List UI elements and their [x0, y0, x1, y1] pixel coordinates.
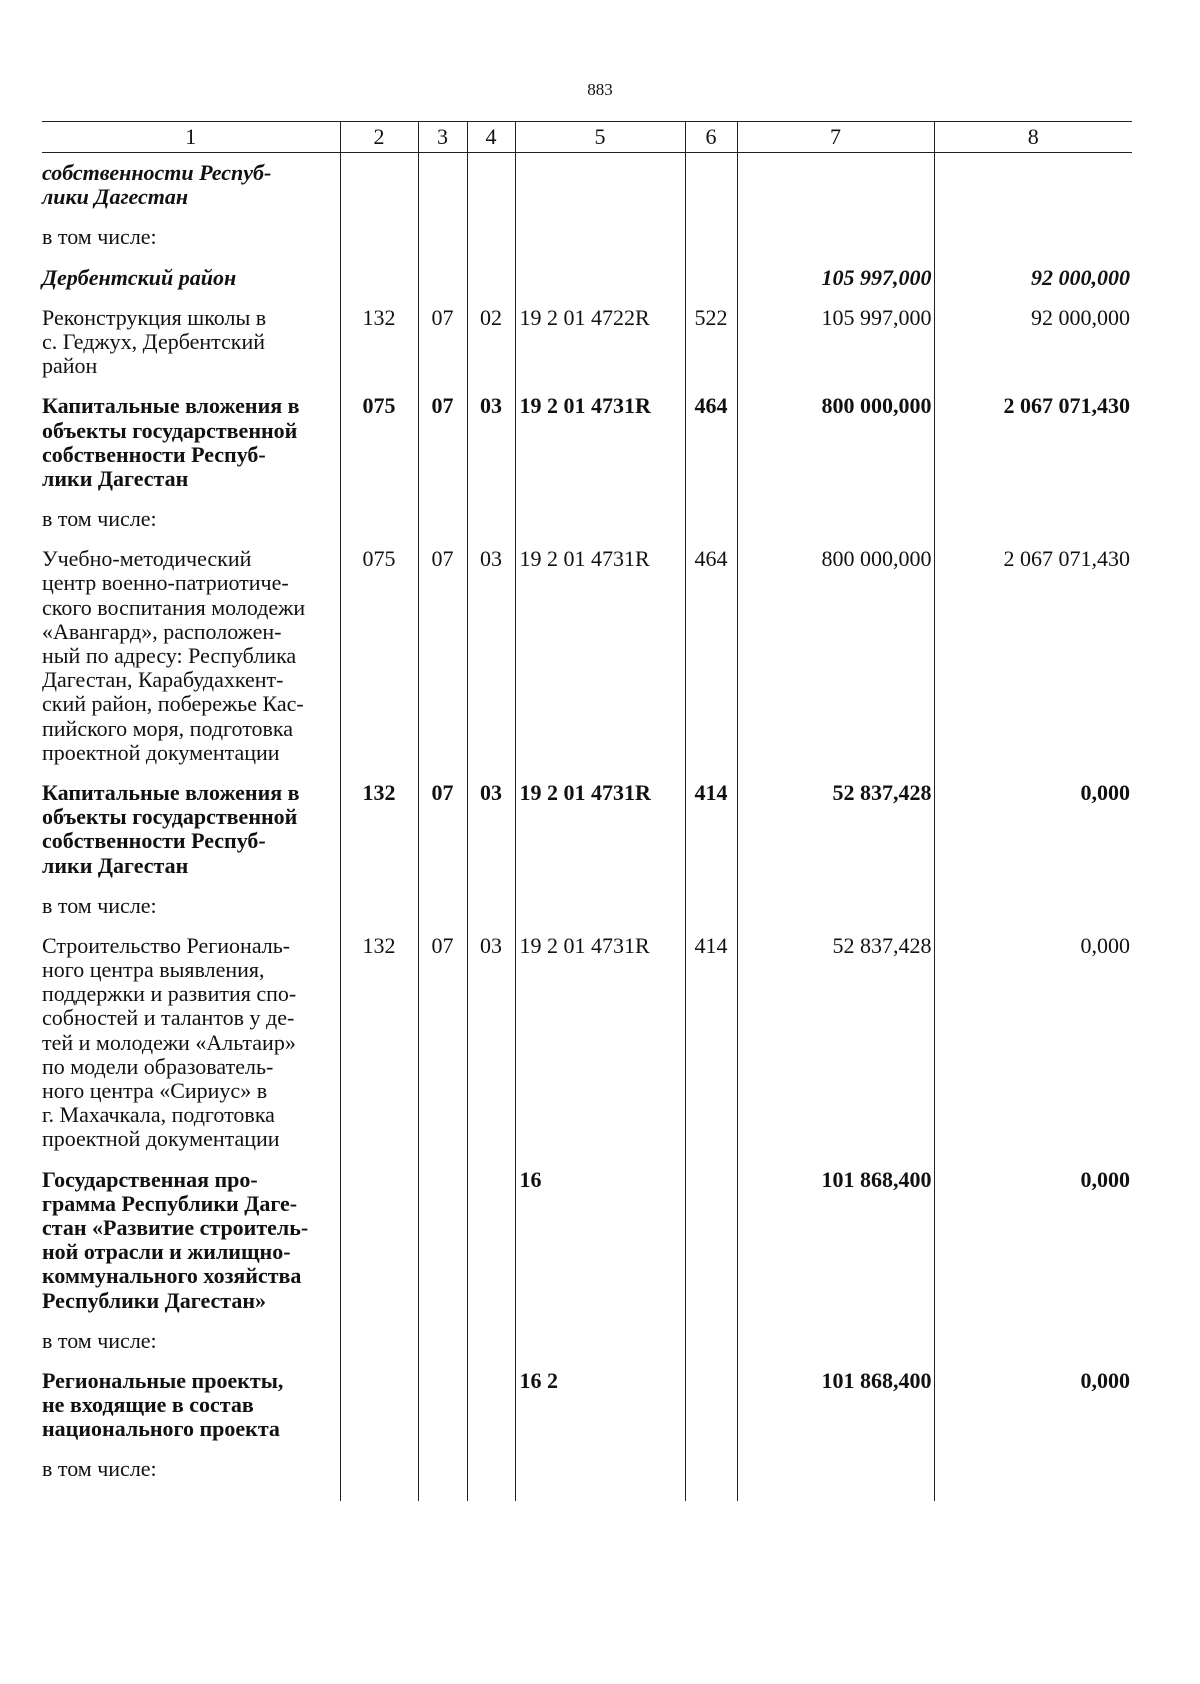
cell-expense-type: 464	[685, 386, 737, 499]
row-name: в том числе:	[42, 506, 157, 532]
cell-subsection: 03	[467, 386, 515, 499]
cell-section: 07	[418, 926, 467, 1160]
cell-target-code: 16	[515, 1160, 685, 1321]
cell-target-code	[515, 258, 685, 298]
cell-target-code: 19 2 01 4731R	[515, 539, 685, 773]
row-name: в том числе:	[42, 892, 157, 918]
cell-section: 07	[418, 773, 467, 886]
cell-section	[418, 1321, 467, 1361]
table-body	[42, 153, 1132, 1502]
table-row	[42, 258, 1132, 298]
cell-subsection	[467, 1321, 515, 1361]
cell-amount-year-2: 92 000,000	[934, 258, 1132, 298]
cell-expense-type	[685, 1321, 737, 1361]
cell-amount-year-2: 0,000	[934, 1361, 1132, 1450]
cell-ministry	[340, 1321, 418, 1361]
row-name: Региональные проекты, не входящие в состав национального проекта	[42, 1367, 284, 1442]
cell-amount-year-1	[737, 153, 934, 218]
cell-target-code	[515, 1321, 685, 1361]
table-row	[42, 773, 1132, 886]
cell-amount-year-1: 101 868,400	[737, 1160, 934, 1321]
cell-amount-year-2: 0,000	[934, 773, 1132, 886]
cell-ministry	[340, 1160, 418, 1321]
cell-section	[418, 1361, 467, 1450]
cell-amount-year-2	[934, 1449, 1132, 1501]
cell-amount-year-1: 52 837,428	[737, 773, 934, 886]
cell-expense-type: 414	[685, 926, 737, 1160]
cell-amount-year-2	[934, 217, 1132, 257]
cell-amount-year-2: 0,000	[934, 926, 1132, 1160]
table-row	[42, 886, 1132, 926]
cell-section	[418, 217, 467, 257]
cell-subsection: 03	[467, 773, 515, 886]
cell-target-code: 16 2	[515, 1361, 685, 1450]
row-name: Капитальные вложения в объекты государственной собственности Респуб- лики Дагестан	[42, 393, 300, 491]
cell-amount-year-1	[737, 217, 934, 257]
row-name: Строительство Региональ- ного центра выявления, поддержки и развития спо- собностей и талантов у де- тей и молодежи «Альтаир» по модели образователь- ного центра «Сириус» в г. Махачкала, подготовка проектной документации	[42, 932, 297, 1152]
cell-expense-type	[685, 886, 737, 926]
cell-target-code	[515, 153, 685, 218]
cell-target-code	[515, 1449, 685, 1501]
cell-amount-year-2	[934, 886, 1132, 926]
row-name: Реконструкция школы в с. Геджух, Дербентский район	[42, 304, 267, 379]
table-row	[42, 386, 1132, 499]
table-row	[42, 539, 1132, 773]
cell-amount-year-1	[737, 1449, 934, 1501]
cell-amount-year-1	[737, 886, 934, 926]
cell-expense-type	[685, 1160, 737, 1321]
row-name: в том числе:	[42, 224, 157, 250]
cell-section: 07	[418, 298, 467, 387]
cell-section	[418, 1449, 467, 1501]
column-header-1: 1	[42, 122, 340, 153]
row-name: Учебно-методический центр военно-патриотиче- ского воспитания молодежи «Авангард», расположен- ный по адресу: Республика Дагестан, Карабудахкент- ский район, побережье Кас- пийского моря, подготовка проектной документации	[42, 546, 306, 765]
cell-subsection	[467, 1449, 515, 1501]
cell-target-code: 19 2 01 4731R	[515, 386, 685, 499]
cell-target-code	[515, 499, 685, 539]
cell-amount-year-1: 800 000,000	[737, 386, 934, 499]
cell-amount-year-2: 2 067 071,430	[934, 539, 1132, 773]
cell-section	[418, 499, 467, 539]
cell-ministry: 075	[340, 386, 418, 499]
cell-ministry	[340, 217, 418, 257]
cell-ministry	[340, 153, 418, 218]
cell-amount-year-1	[737, 499, 934, 539]
column-header-5: 5	[515, 122, 685, 153]
cell-ministry	[340, 258, 418, 298]
budget-table	[42, 121, 1132, 1501]
row-name: Капитальные вложения в объекты государственной собственности Респуб- лики Дагестан	[42, 779, 300, 878]
cell-section	[418, 153, 467, 218]
cell-ministry: 132	[340, 298, 418, 387]
table-row	[42, 153, 1132, 218]
cell-amount-year-2: 0,000	[934, 1160, 1132, 1321]
column-header-7: 7	[737, 122, 934, 153]
cell-amount-year-2	[934, 1321, 1132, 1361]
cell-amount-year-1: 105 997,000	[737, 298, 934, 387]
cell-subsection	[467, 1160, 515, 1321]
cell-subsection	[467, 499, 515, 539]
cell-subsection	[467, 258, 515, 298]
table-row	[42, 1160, 1132, 1321]
cell-subsection	[467, 217, 515, 257]
cell-section	[418, 258, 467, 298]
cell-target-code: 19 2 01 4731R	[515, 773, 685, 886]
cell-expense-type	[685, 1361, 737, 1450]
column-header-2: 2	[340, 122, 418, 153]
cell-subsection	[467, 1361, 515, 1450]
row-name: в том числе:	[42, 1456, 157, 1482]
cell-subsection: 03	[467, 926, 515, 1160]
cell-amount-year-2: 2 067 071,430	[934, 386, 1132, 499]
cell-ministry: 075	[340, 539, 418, 773]
page-number: 883	[587, 80, 613, 99]
row-name: в том числе:	[42, 1327, 157, 1353]
row-name: собственности Респуб- лики Дагестан	[42, 160, 272, 210]
cell-expense-type	[685, 217, 737, 257]
column-header-8: 8	[934, 122, 1132, 153]
cell-amount-year-2	[934, 153, 1132, 218]
cell-ministry	[340, 499, 418, 539]
cell-amount-year-1: 800 000,000	[737, 539, 934, 773]
cell-ministry: 132	[340, 926, 418, 1160]
cell-expense-type: 464	[685, 539, 737, 773]
cell-amount-year-1	[737, 1321, 934, 1361]
cell-target-code	[515, 886, 685, 926]
cell-section: 07	[418, 386, 467, 499]
table-row	[42, 298, 1132, 387]
cell-ministry	[340, 1449, 418, 1501]
table-row	[42, 1361, 1132, 1450]
table-row	[42, 1449, 1132, 1501]
cell-expense-type	[685, 1449, 737, 1501]
row-name: Дербентский район	[42, 264, 237, 290]
column-header-6: 6	[685, 122, 737, 153]
cell-ministry	[340, 886, 418, 926]
cell-expense-type	[685, 499, 737, 539]
cell-subsection: 02	[467, 298, 515, 387]
cell-expense-type	[685, 258, 737, 298]
row-name: Государственная про- грамма Республики Даге- стан «Развитие строитель- ной отрасли и жилищно- коммунального хозяйства Республики Дагестан»	[42, 1166, 309, 1313]
cell-target-code: 19 2 01 4722R	[515, 298, 685, 387]
table-row	[42, 926, 1132, 1160]
cell-subsection	[467, 886, 515, 926]
cell-section	[418, 1160, 467, 1321]
cell-target-code	[515, 217, 685, 257]
cell-amount-year-1: 105 997,000	[737, 258, 934, 298]
cell-ministry: 132	[340, 773, 418, 886]
table-row	[42, 499, 1132, 539]
column-header-3: 3	[418, 122, 467, 153]
table-row	[42, 217, 1132, 257]
column-header-4: 4	[467, 122, 515, 153]
cell-amount-year-2	[934, 499, 1132, 539]
header-row	[42, 122, 1132, 153]
cell-subsection: 03	[467, 539, 515, 773]
cell-amount-year-1: 52 837,428	[737, 926, 934, 1160]
cell-expense-type: 414	[685, 773, 737, 886]
cell-subsection	[467, 153, 515, 218]
cell-amount-year-2: 92 000,000	[934, 298, 1132, 387]
table-header	[42, 122, 1132, 153]
cell-section	[418, 886, 467, 926]
cell-expense-type: 522	[685, 298, 737, 387]
cell-target-code: 19 2 01 4731R	[515, 926, 685, 1160]
cell-expense-type	[685, 153, 737, 218]
cell-section: 07	[418, 539, 467, 773]
cell-ministry	[340, 1361, 418, 1450]
cell-amount-year-1: 101 868,400	[737, 1361, 934, 1450]
table-row	[42, 1321, 1132, 1361]
